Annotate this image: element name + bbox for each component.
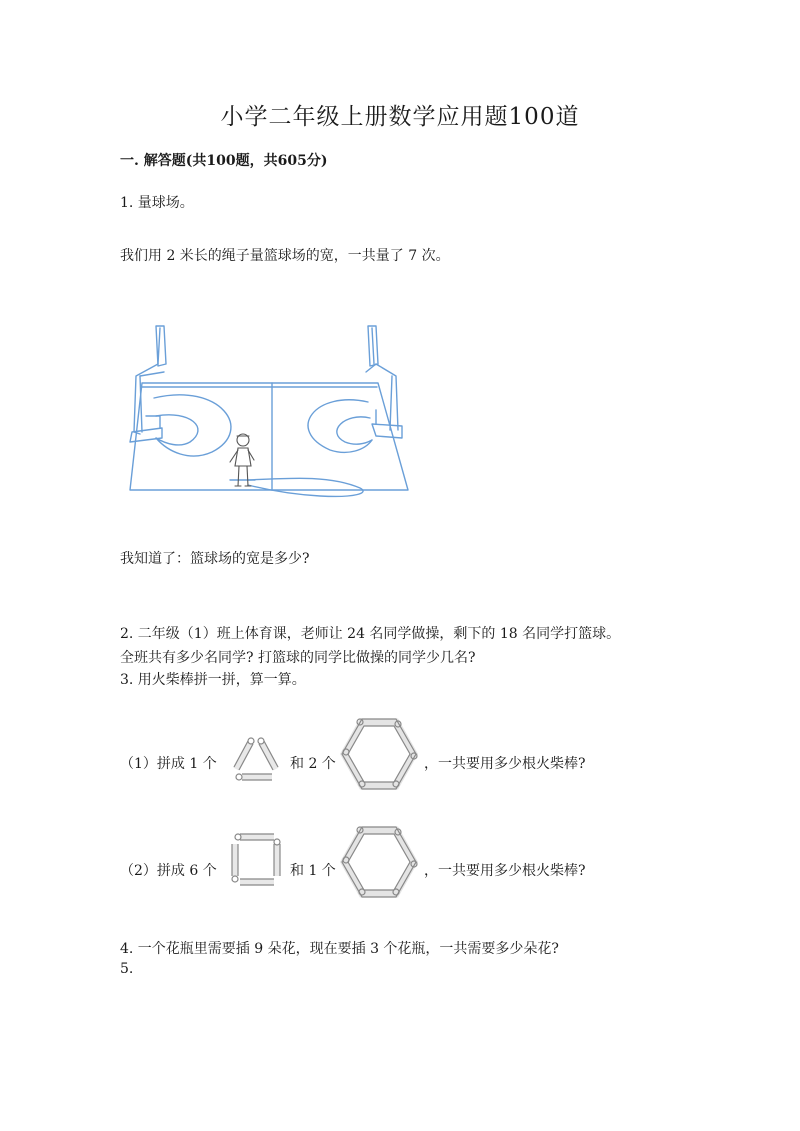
q3-part2-prefix: （2）拼成 6 个 xyxy=(120,863,217,879)
q1-heading: 1. 量球场。 xyxy=(120,195,194,211)
matchstick-square-icon xyxy=(230,832,282,888)
q2-line1: 2. 二年级（1）班上体育课，老师让 24 名同学做操，剩下的 18 名同学打篮球。 xyxy=(120,626,621,642)
q1-question: 我知道了：篮球场的宽是多少? xyxy=(120,551,310,567)
q1-statement: 我们用 2 米长的绳子量篮球场的宽，一共量了 7 次。 xyxy=(120,248,450,264)
section-heading: 一. 解答题(共100题，共605分) xyxy=(120,153,328,169)
q3-part1-suffix: ，一共要用多少根火柴棒? xyxy=(424,756,586,772)
q3-part1-mid: 和 2 个 xyxy=(290,756,336,772)
page-title: 小学二年级上册数学应用题100道 xyxy=(220,104,580,130)
matchstick-hexagon-icon xyxy=(340,718,418,790)
q3-part1-prefix: （1）拼成 1 个 xyxy=(120,756,217,772)
matchstick-hexagon-icon xyxy=(340,826,418,898)
q3-part2-suffix: ，一共要用多少根火柴棒? xyxy=(424,863,586,879)
q2-line2: 全班共有多少名同学? 打篮球的同学比做操的同学少几名? xyxy=(120,650,476,666)
q4-text: 4. 一个花瓶里需要插 9 朵花，现在要插 3 个花瓶，一共需要多少朵花? xyxy=(120,941,559,957)
q3-part2-mid: 和 1 个 xyxy=(290,863,336,879)
matchstick-triangle-icon xyxy=(230,735,282,783)
q5-text: 5. xyxy=(120,961,134,977)
basketball-court-illustration xyxy=(120,320,420,505)
q3-heading: 3. 用火柴棒拼一拼，算一算。 xyxy=(120,672,306,688)
